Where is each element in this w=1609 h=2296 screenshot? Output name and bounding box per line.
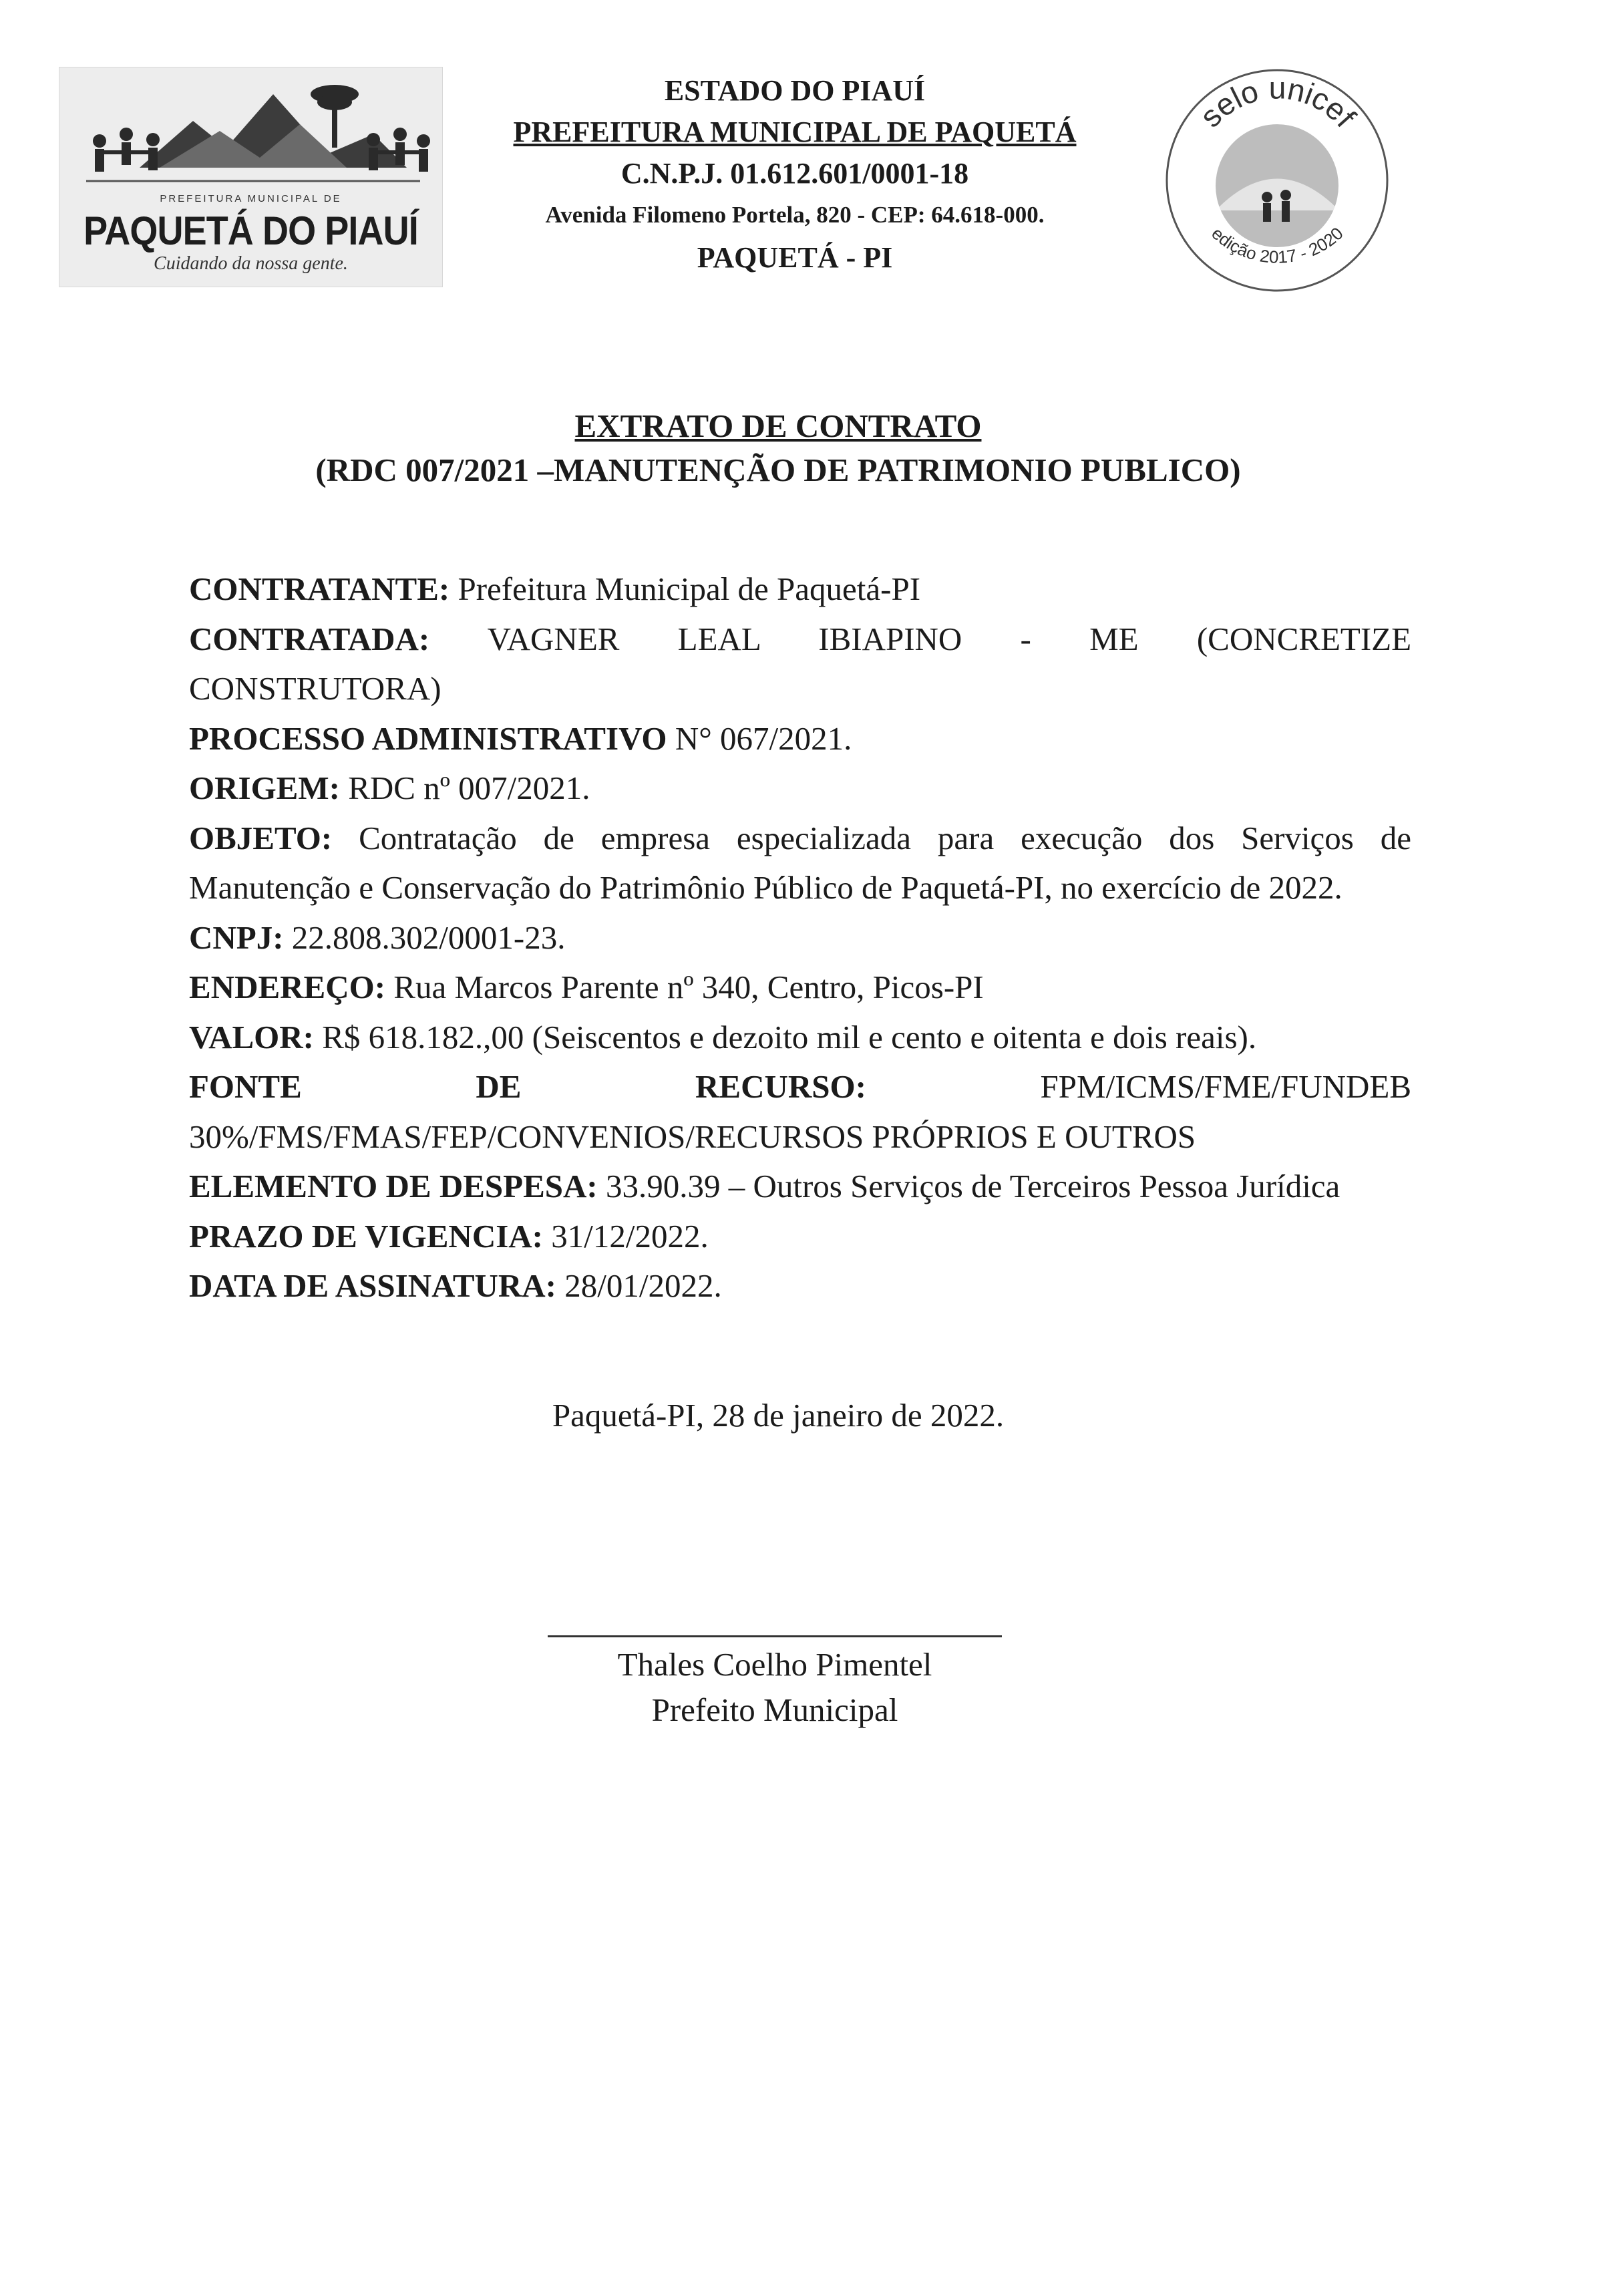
field-fonte-cont — [189, 1112, 1411, 1162]
elemento-label: ELEMENTO DE DESPESA: — [189, 1168, 598, 1204]
field-origem — [189, 764, 1411, 814]
title-line-1: EXTRATO DE CONTRATO — [574, 407, 982, 444]
contratante-label: CONTRATANTE: — [189, 570, 450, 607]
field-valor — [189, 1013, 1411, 1063]
field-data-assinatura — [189, 1261, 1411, 1311]
prazo-value: 31/12/2022. — [542, 1217, 709, 1255]
endereco-value: Rua Marcos Parente nº 340, Centro, Picos-PI — [385, 969, 984, 1005]
field-fonte — [189, 1062, 1411, 1112]
header-state: ESTADO DO PIAUÍ — [664, 74, 926, 107]
document-title — [200, 404, 1356, 492]
fonte-value-1: FPM/ICMS/FME/FUNDEB — [1040, 1068, 1412, 1105]
signature-block — [468, 1642, 1082, 1733]
origem-label: ORIGEM: — [189, 770, 340, 806]
logo-slogan: Cuidando da nossa gente. — [154, 253, 348, 274]
elemento-value: 33.90.39 – Outros Serviços de Terceiros Pessoa Jurídica — [597, 1168, 1340, 1204]
processo-label: PROCESSO ADMINISTRATIVO — [189, 719, 667, 757]
valor-label: VALOR: — [189, 1018, 314, 1055]
signature-line — [548, 1635, 1002, 1637]
fonte-value-2: 30%/FMS/FMAS/FEP/CONVENIOS/RECURSOS PRÓPRIOS E OUTROS — [189, 1118, 1196, 1155]
fonte-label: FONTE DE RECURSO: — [189, 1068, 866, 1105]
field-processo — [189, 714, 1411, 764]
field-prazo — [189, 1212, 1411, 1262]
cnpj-label: CNPJ: — [189, 919, 284, 956]
endereco-label: ENDEREÇO: — [189, 969, 386, 1005]
objeto-label: OBJETO: — [189, 819, 333, 856]
municipal-logo — [59, 67, 443, 287]
contract-body — [189, 564, 1411, 1311]
field-endereco — [189, 963, 1411, 1013]
data-assinatura-value: 28/01/2022. — [556, 1267, 722, 1304]
field-contratante — [189, 564, 1411, 615]
seal-bottom-text: edição 2017 - 2020 — [1208, 223, 1347, 267]
contratante-value: Prefeitura Municipal de Paquetá-PI — [450, 570, 921, 607]
seal-top-text: selo unicef — [1193, 70, 1363, 134]
header-cnpj: C.N.P.J. 01.612.601/0001-18 — [620, 157, 969, 190]
objeto-value: Contratação de empresa especializada para execução dos Serviços de Manutenção e Conservação do Patrimônio Público de Paquetá-PI, no exercício de 2022. — [189, 819, 1411, 906]
field-contratada — [189, 615, 1411, 665]
prazo-label: PRAZO DE VIGENCIA: — [189, 1217, 543, 1255]
logo-small-text: PREFEITURA MUNICIPAL DE — [160, 193, 342, 204]
header-prefeitura: PREFEITURA MUNICIPAL DE PAQUETÁ — [513, 116, 1077, 148]
origem-value: RDC nº 007/2021. — [339, 770, 590, 806]
unicef-seal-icon — [1159, 67, 1396, 294]
field-cnpj — [189, 913, 1411, 963]
contratada-label: CONTRATADA: — [189, 620, 430, 657]
header-city: PAQUETÁ - PI — [697, 241, 893, 274]
logo-name: PAQUETÁ DO PIAUÍ — [83, 208, 418, 253]
signer-role: Prefeito Municipal — [651, 1691, 898, 1728]
signer-name: Thales Coelho Pimentel — [617, 1646, 932, 1683]
valor-value: R$ 618.182.,00 (Seiscentos e dezoito mil e cento e oitenta e dois reais). — [313, 1018, 1257, 1055]
field-elemento — [189, 1162, 1411, 1212]
field-contratada-cont — [189, 664, 1411, 714]
field-objeto — [189, 814, 1411, 913]
place-date: Paquetá-PI, 28 de janeiro de 2022. — [552, 1397, 1005, 1434]
document-header — [461, 70, 1129, 280]
title-line-2: (RDC 007/2021 –MANUTENÇÃO DE PATRIMONIO PUBLICO) — [315, 452, 1241, 488]
header-address: Avenida Filomeno Portela, 820 - CEP: 64.618-000. — [545, 202, 1045, 228]
unicef-seal — [1159, 67, 1396, 294]
contratada-value-2: CONSTRUTORA) — [189, 670, 441, 707]
contratada-value-1: VAGNER LEAL IBIAPINO - ME (CONCRETIZE — [487, 620, 1411, 657]
processo-value: N° 067/2021. — [667, 719, 852, 757]
data-assinatura-label: DATA DE ASSINATURA: — [189, 1267, 556, 1304]
cnpj-value: 22.808.302/0001-23. — [283, 919, 566, 956]
